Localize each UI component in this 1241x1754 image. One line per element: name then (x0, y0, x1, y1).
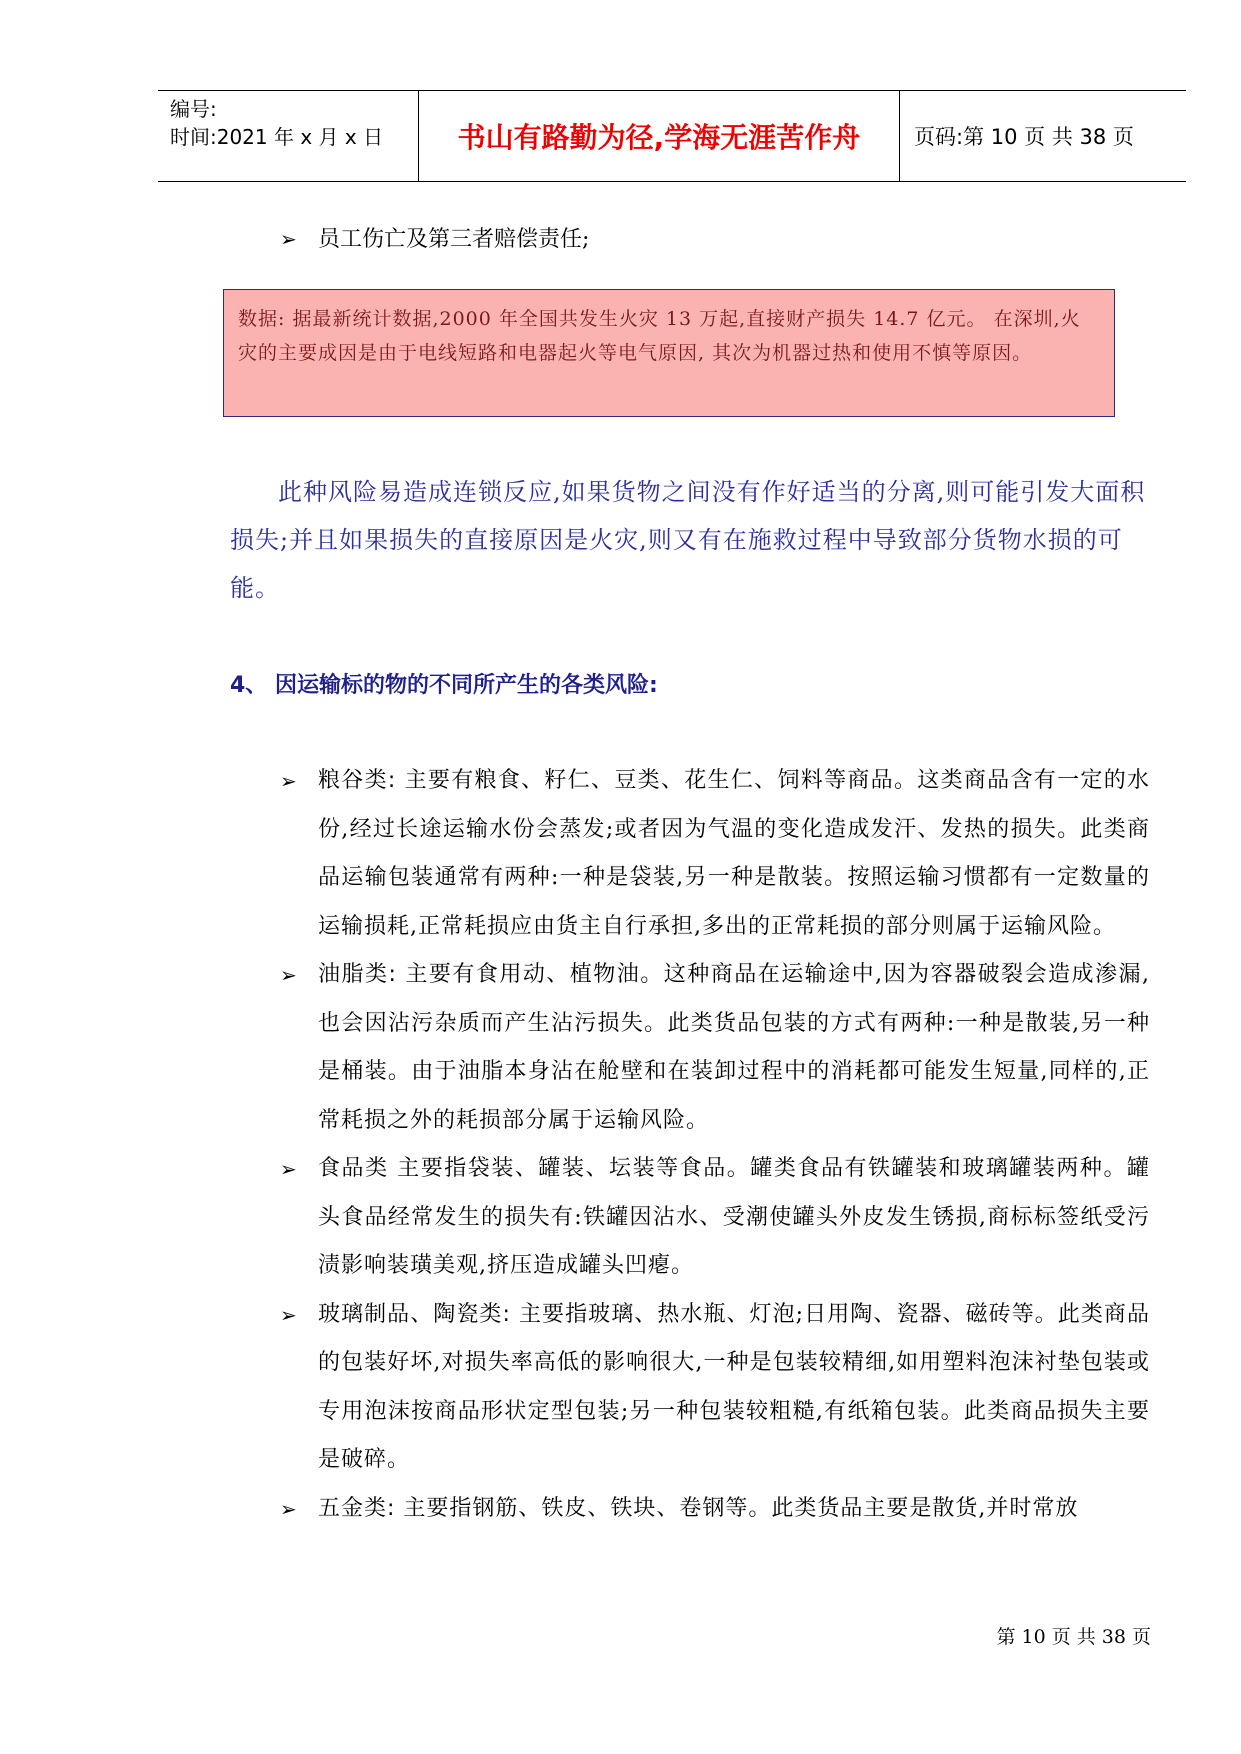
item-term: 玻璃制品、陶瓷类: (318, 1301, 511, 1327)
motto: 书山有路勤为径,学海无涯苦作舟 (418, 91, 900, 181)
chain-reaction-paragraph: 此种风险易造成连锁反应,如果货物之间没有作好适当的分离,则可能引发大面积损失;并且如果损失的直接原因是火灾,则又有在施救过程中导致部分货物水损的可能。 (230, 478, 1146, 602)
number-label: 编号: (170, 97, 217, 121)
page-info: 页码:第 10 页 共 38 页 (914, 125, 1134, 149)
page-footer: 第 10 页 共 38 页 (996, 1626, 1151, 1648)
item-term: 五金类: (318, 1495, 396, 1521)
risk-list (280, 757, 1150, 1533)
top-bullet (280, 222, 589, 253)
header-left (170, 95, 383, 151)
arrow-bullet-icon: ➢ (280, 1496, 298, 1521)
list-item (280, 1485, 1150, 1534)
item-text: 主要指玻璃、热水瓶、灯泡;日用陶、瓷器、磁砖等。此类商品的包装好坏,对损失率高低的影响很大,一种是包装较精细,如用塑料泡沫衬垫包装或专用泡沫按商品形状定型包装;另一种包装较粗糙,有纸箱包装。此类商品损失主要是破碎。 (318, 1301, 1150, 1472)
page-header (158, 90, 1186, 182)
item-text: 主要指袋装、罐装、坛装等食品。罐类食品有铁罐装和玻璃罐装两种。罐头食品经常发生的损失有:铁罐因沾水、受潮使罐头外皮发生锈损,商标标签纸受污渍影响装璜美观,挤压造成罐头凹瘪。 (318, 1156, 1150, 1278)
item-text: 主要指钢筋、铁皮、铁块、卷钢等。此类货品主要是散货,并时常放 (395, 1495, 1079, 1521)
list-item (280, 757, 1150, 951)
item-text: 主要有粮食、籽仁、豆类、花生仁、饲料等商品。这类商品含有一定的水份,经过长途运输水份会蒸发;或者因为气温的变化造成发汗、发热的损失。此类商品运输包装通常有两种:一种是袋装,另一种是散装。按照运输习惯都有一定数量的运输损耗,正常耗损应由货主自行承担,多出的正常耗损的部分则属于运输风险。 (318, 768, 1150, 939)
item-term: 油脂类: (318, 962, 397, 987)
arrow-bullet-icon: ➢ (280, 1302, 298, 1327)
list-item (280, 951, 1150, 1145)
item-term: 粮谷类: (318, 768, 397, 793)
arrow-bullet-icon: ➢ (280, 227, 297, 251)
list-item (280, 1145, 1150, 1291)
top-bullet-text: 员工伤亡及第三者赔偿责任; (318, 227, 590, 252)
list-item (280, 1291, 1150, 1485)
arrow-bullet-icon: ➢ (280, 963, 298, 987)
arrow-bullet-icon: ➢ (280, 769, 298, 793)
time-label: 时间:2021 年 x 月 x 日 (170, 125, 384, 149)
arrow-bullet-icon: ➢ (280, 1157, 298, 1181)
item-text: 主要有食用动、植物油。这种商品在运输途中,因为容器破裂会造成渗漏,也会因沾污杂质而产生沾污损失。此类货品包装的方式有两种:一种是散装,另一种是桶装。由于油脂本身沾在舱壁和在装卸过程中的消耗都可能发生短量,同样的,正常耗损之外的耗损部分属于运输风险。 (318, 962, 1151, 1133)
statistics-note-box: 数据: 据最新统计数据,2000 年全国共发生火灾 13 万起,直接财产损失 14.7 亿元。 在深圳,火灾的主要成因是由于电线短路和电器起火等电气原因, 其次为机器过热和使用不慎等原因。 (223, 289, 1115, 417)
item-term: 食品类 (318, 1156, 389, 1181)
section-title: 4、 因运输标的物的不同所产生的各类风险: (230, 673, 658, 698)
